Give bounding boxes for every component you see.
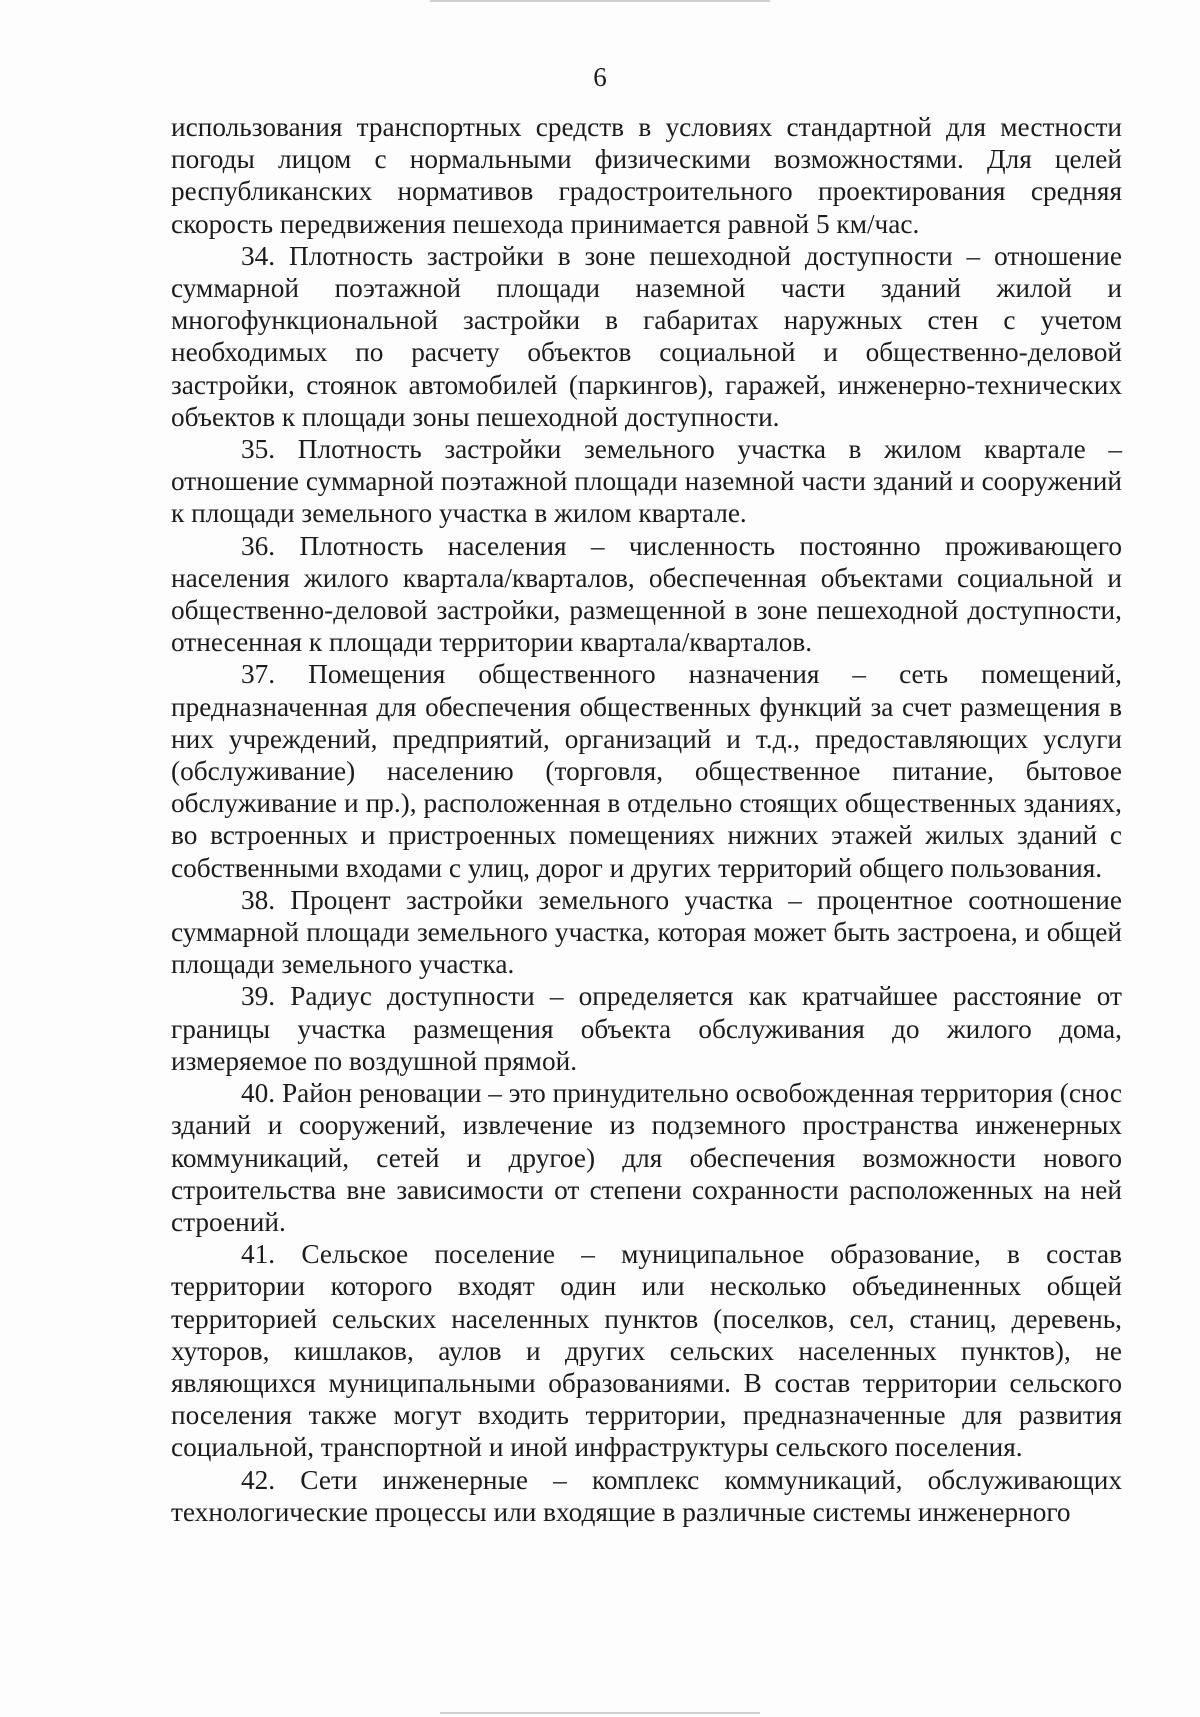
paragraph-continuation: использования транспортных средств в условиях стандартной для местности погоды лицом с нормальными физическими возможностями. Для целей республиканских нормативов градостроительного проектирования средняя скорость передвижения пешехода принимается равной 5 км/час. xyxy=(171,112,1122,239)
page-number: 6 xyxy=(593,62,607,92)
paragraph-40: 40. Район реновации – это принудительно освобожденная территория (снос зданий и сооружений, извлечение из подземного пространства инженерных коммуникаций, сетей и другое) для обеспечения возможности нового строительства вне зависимости от степени сохранности расположенных на ней строений. xyxy=(171,1078,1122,1237)
paragraph-36: 36. Плотность населения – численность постоянно проживающего населения жилого квартала/кварталов, обеспеченная объектами социальной и общественно-деловой застройки, размещенной в зоне пешеходной доступности, отнесенная к площади территории квартала/кварталов. xyxy=(171,530,1122,658)
paragraph-41: 41. Сельское поселение – муниципальное образование, в состав территории которого входят один или несколько объединенных общей территорией сельских населенных пунктов (поселков, сел, станиц, деревень, хуторов, кишлаков, аулов и других сельских населенных пунктов), не являющихся муниципальными образованиями. В состав территории сельского поселения также могут входить территории, предназначенные для развития социальной, транспортной и иной инфраструктуры сельского поселения. xyxy=(171,1239,1122,1463)
paragraph-35: 35. Плотность застройки земельного участка в жилом квартале – отношение суммарной поэтажной площади наземной части зданий и сооружений к площади земельного участка в жилом квартале. xyxy=(171,434,1122,529)
paragraph-37: 37. Помещения общественного назначения – сеть помещений, предназначенная для обеспечения общественных функций за счет размещения в них учреждений, предприятий, организаций и т.д., предоставляющих услуги (обслуживание) населению (торговля, общественное питание, бытовое обслуживание и пр.), расположенная в отдельно стоящих общественных зданиях, во встроенных и пристроенных помещениях нижних этажей жилых зданий с собственными входами с улиц, дорог и других территорий общего пользования. xyxy=(171,659,1122,883)
scan-edge-bottom xyxy=(440,1712,760,1714)
paragraph-42: 42. Сети инженерные – комплекс коммуникаций, обслуживающих технологические процессы или входящие в различные системы инженерного xyxy=(171,1464,1122,1527)
paragraph-34: 34. Плотность застройки в зоне пешеходной доступности – отношение суммарной поэтажной площади наземной части зданий жилой и многофункциональной застройки в габаритах наружных стен с учетом необходимых по расчету объектов социальной и общественно-деловой застройки, стоянок автомобилей (паркингов), гаражей, инженерно-технических объектов к площади зоны пешеходной доступности. xyxy=(171,240,1122,432)
scan-edge-top xyxy=(430,0,770,2)
paragraph-39: 39. Радиус доступности – определяется как кратчайшее расстояние от границы участка размещения объекта обслуживания до жилого дома, измеряемое по воздушной прямой. xyxy=(171,981,1122,1076)
paragraph-38: 38. Процент застройки земельного участка – процентное соотношение суммарной площади земельного участка, которая может быть застроена, и общей площади земельного участка. xyxy=(171,884,1122,980)
document-body xyxy=(171,111,1122,1528)
